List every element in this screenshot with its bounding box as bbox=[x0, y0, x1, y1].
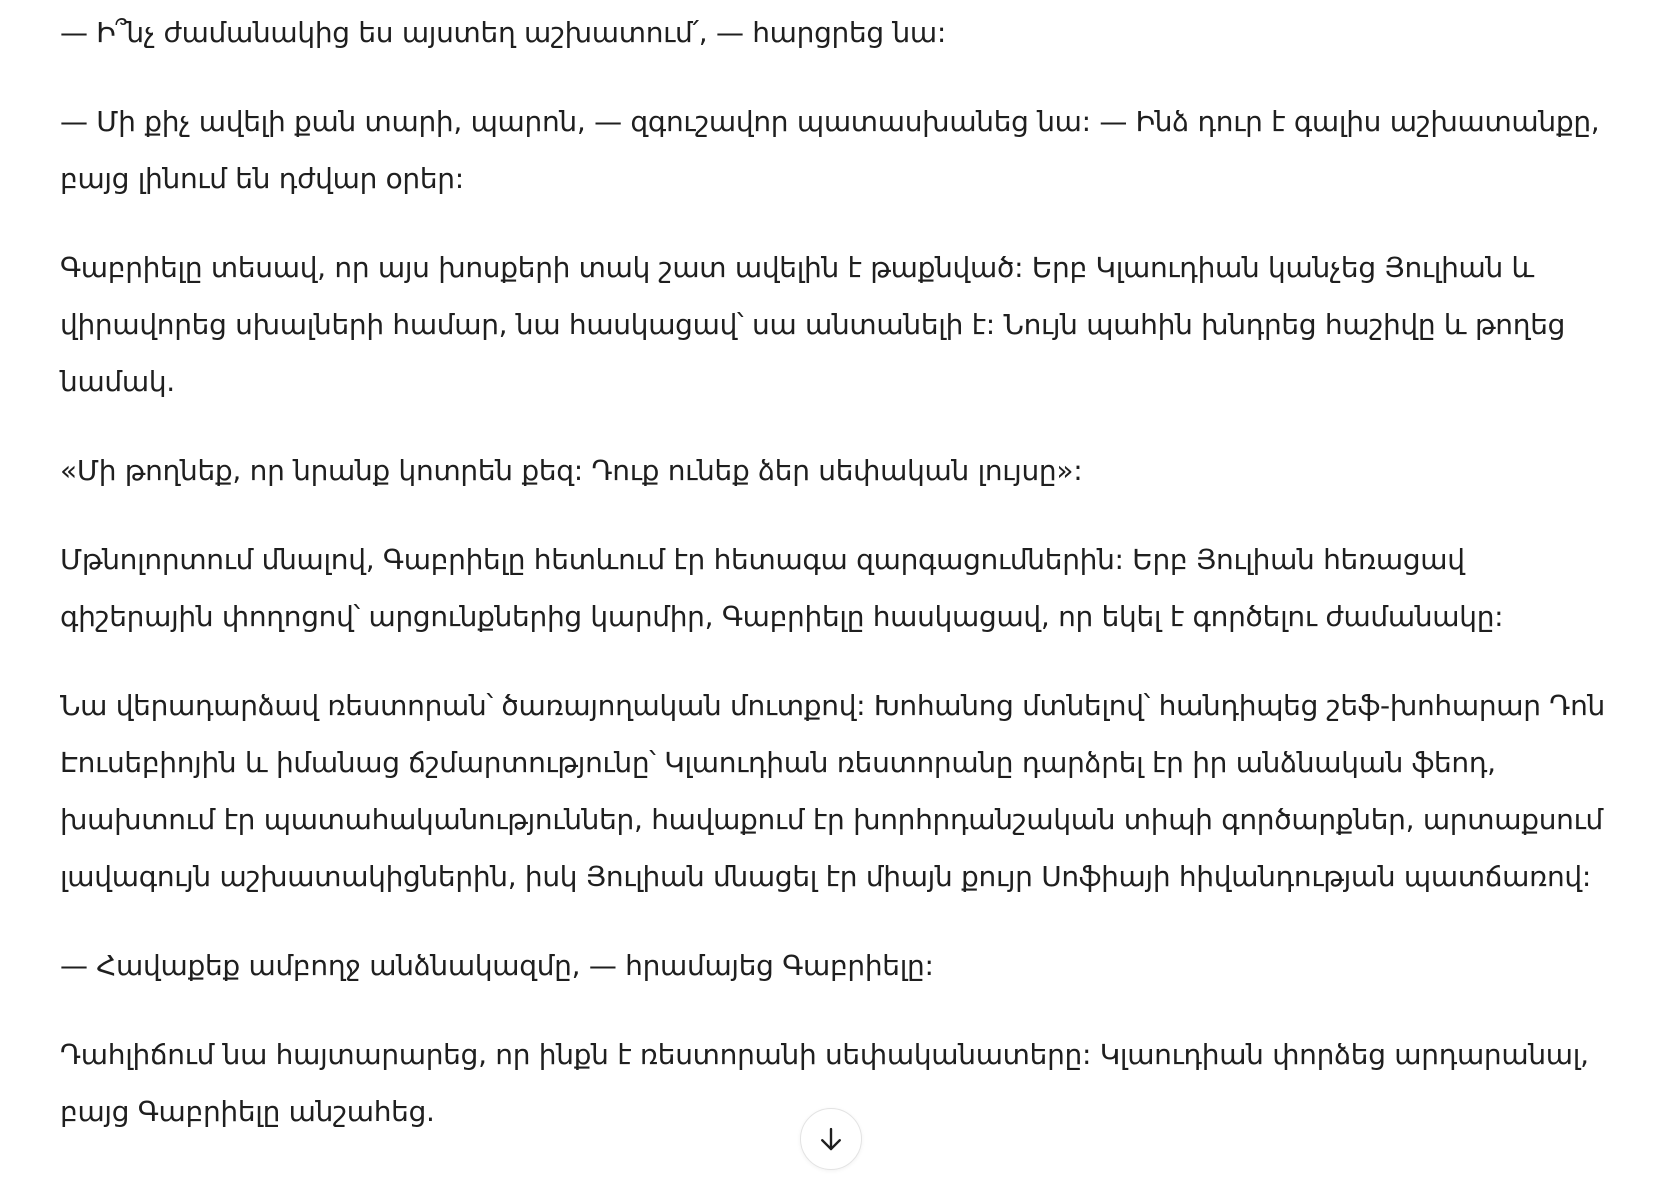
message-paragraph: «Մի թողնեք, որ նրանք կոտրեն քեզ: Դուք ունեք ձեր սեփական լույսը»: bbox=[60, 454, 1083, 487]
message-paragraph: — Հավաքեք ամբողջ անձնակազմը, — հրամայեց Գաբրիելը: bbox=[60, 949, 934, 982]
message-paragraph: — Ի՞նչ ժամանակից ես այստեղ աշխատում՛, — հարցրեց նա: bbox=[60, 16, 947, 49]
message-paragraph: — Մի քիչ ավելի քան տարի, պարոն, — զգուշավոր պատասխանեց նա: — Ինձ դուր է գալիս աշխատանքը, բայց լինում են դժվար օրեր: bbox=[60, 105, 1600, 195]
scroll-to-bottom-button[interactable] bbox=[800, 1108, 862, 1170]
assistant-message bbox=[60, 0, 1615, 1140]
message-paragraph: Մթնոլորտում մնալով, Գաբրիելը հետևում էր հետագա զարգացումներին: Երբ Յուլիան հեռացավ գիշերային փողոցով՝ արցունքներից կարմիր, Գաբրիելը հասկացավ, որ եկել է գործելու ժամանակը: bbox=[60, 543, 1504, 633]
message-paragraph: Դահլիճում նա հայտարարեց, որ ինքն է ռեստորանի սեփականատերը: Կլաուդիան փորձեց արդարանալ, բայց Գաբրիելը անշահեց. bbox=[60, 1038, 1589, 1128]
message-paragraph: Նա վերադարձավ ռեստորան՝ ծառայողական մուտքով: Խոհանոց մտնելով՝ հանդիպեց շեֆ-խոհարար Դոն Էուսեբիոյին և իմանաց ճշմարտությունը՝ Կլաուդիան ռեստորանը դարձրել էր իր անձնական ֆեոդ, խախտում էր պատահականություններ, հավաքում էր խորհրդանշական տիպի գործարքներ, արտաքսում լավագույն աշխատակիցներին, իսկ Յուլիան մնացել էր միայն քույր Սոֆիայի հիվանդության պատճառով: bbox=[60, 689, 1605, 893]
arrow-down-icon bbox=[816, 1124, 846, 1154]
message-paragraph: Գաբրիելը տեսավ, որ այս խոսքերի տակ շատ ավելին է թաքնված: Երբ Կլաուդիան կանչեց Յուլիան և վիրավորեց սխալների համար, նա հասկացավ՝ սա անտանելի է: Նույն պահին խնդրեց հաշիվը և թողեց նամակ. bbox=[60, 251, 1566, 398]
